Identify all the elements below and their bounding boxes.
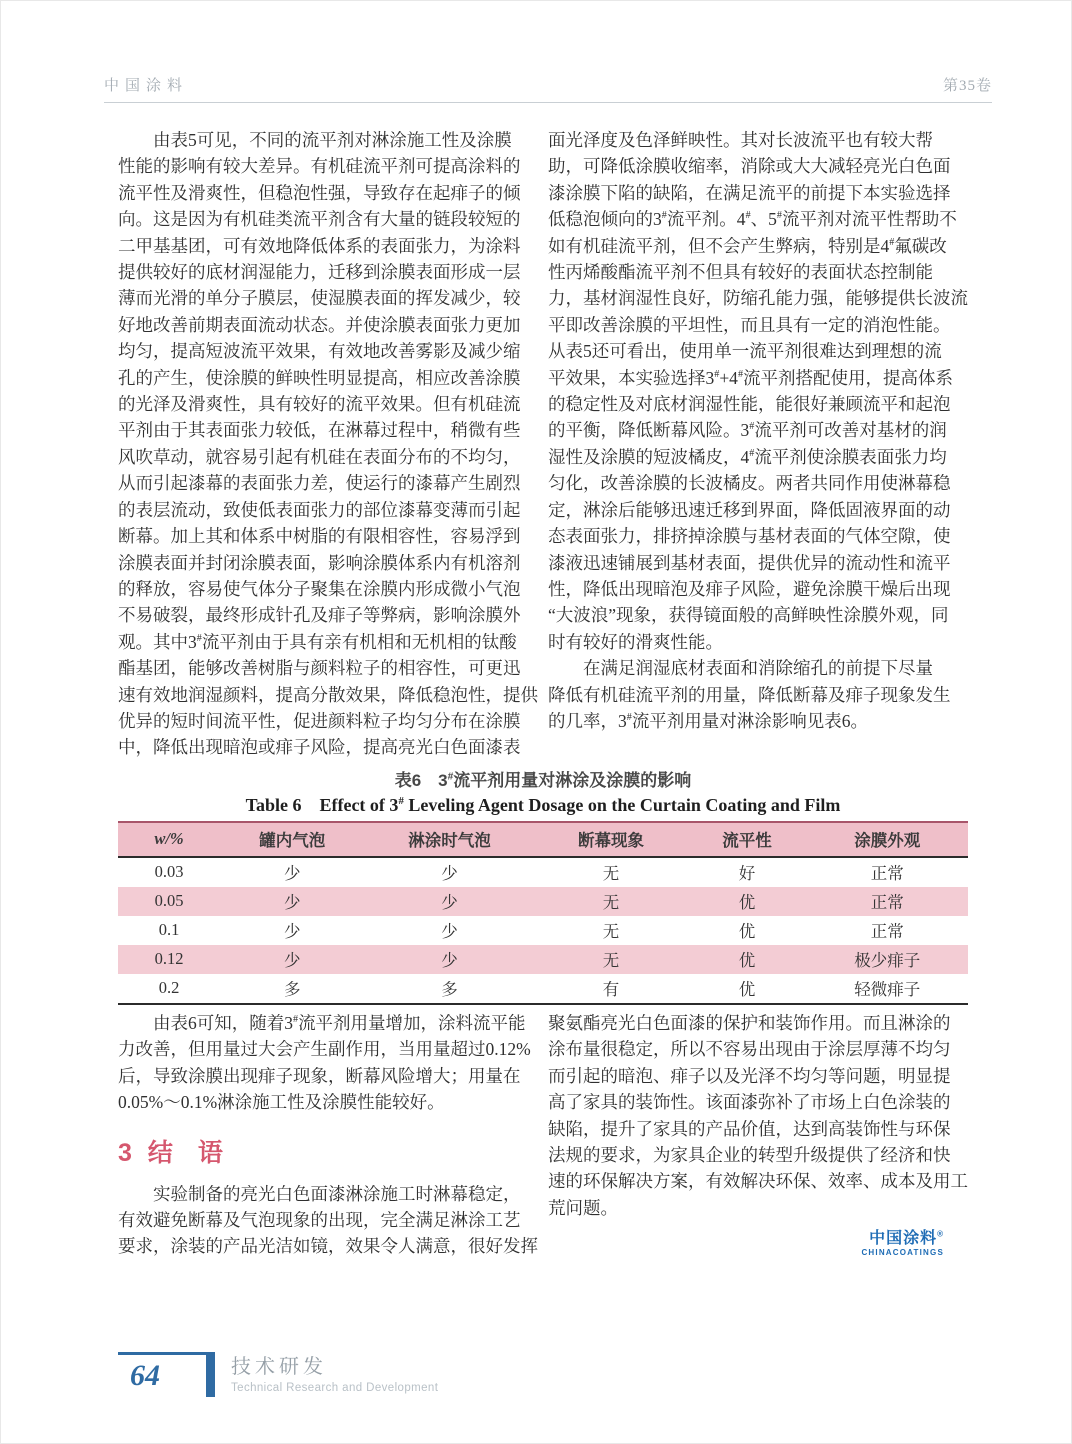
- text-line: 观。其中3#流平剂由于具有亲有机相和无机相的钛酸: [118, 631, 517, 652]
- table-cell: 无: [602, 864, 620, 883]
- text-line: 漆涂膜下陷的缺陷，在满足流平的前提下本实验选择: [548, 182, 951, 203]
- text-line: 面光泽度及色泽鲜映性。其对长波流平也有较大帮: [548, 130, 933, 150]
- page-number-badge: [118, 1352, 215, 1397]
- text-line: 如有机硅流平剂，但不会产生弊病，特别是4#氟碳改: [548, 235, 947, 256]
- text-line: 薄而光滑的单分子膜层，使湿膜表面的挥发减少，较: [118, 288, 521, 309]
- table-header-row: [118, 822, 968, 857]
- table-caption-en: Table 6 Effect of 3# Leveling Agent Dosage on the Curtain Coating and Film: [245, 795, 841, 815]
- column-header: 流平性: [688, 822, 807, 857]
- table-row: [118, 887, 968, 916]
- text-line: 性能的影响有较大差异。有机硅流平剂可提高涂料的: [118, 156, 521, 177]
- conclusion-heading: [118, 1138, 538, 1168]
- table-cell: 无: [602, 922, 620, 941]
- text-line: 向。这是因为有机硅类流平剂含有大量的链段较短的: [118, 209, 521, 230]
- chinacoatings-logo: [548, 1231, 968, 1257]
- table-cell: 轻微痱子: [854, 980, 921, 999]
- table-cell: 少: [284, 864, 301, 883]
- text-line: 速有效地润湿颜料，提高分散效果，降低稳泡性，提供: [118, 684, 538, 705]
- text-line: 不易破裂，最终形成针孔及痱子等弊病，影响涂膜外: [118, 605, 521, 626]
- text-line: 态表面张力，排挤掉涂膜与基材表面的气体空隙，使: [548, 526, 951, 547]
- table-cell: 优: [738, 951, 756, 970]
- table-section: [118, 770, 968, 1005]
- text-line: 流平性及滑爽性，但稳泡性强，导致存在起痱子的倾: [118, 182, 521, 203]
- text-line: 好地改善前期表面流动状态。并使涂膜表面张力更加: [118, 314, 521, 335]
- table-cell: 优: [738, 980, 756, 999]
- footer-section-titles: [231, 1352, 438, 1394]
- table-cell: 好: [738, 864, 756, 883]
- table-cell: 0.2: [158, 978, 180, 997]
- running-header: [104, 74, 992, 103]
- table-cell: 多: [441, 980, 458, 999]
- table-cell: 有: [602, 980, 620, 999]
- dosage-table: [118, 821, 968, 1005]
- text-line: 缺陷，提升了家具的产品价值，达到高装饰性与环保: [548, 1118, 951, 1139]
- page-footer: [118, 1352, 438, 1397]
- column-header: 断幕现象: [535, 822, 688, 857]
- text-line: 提供较好的底材润湿能力，迁移到涂膜表面形成一层: [118, 262, 521, 283]
- table-caption-zh: 表6 3#流平剂用量对淋涂及涂膜的影响: [394, 771, 692, 790]
- table-cell: 正常: [870, 864, 904, 883]
- text-line: 高了家具的装饰性。该面漆弥补了市场上白色涂装的: [548, 1092, 951, 1113]
- text-line: 平效果，本实验选择3#+4#流平剂搭配使用，提高体系: [548, 367, 953, 388]
- text-line: 从而引起漆幕的表面张力差，使运行的漆幕产生剧烈: [118, 473, 521, 494]
- text-line: 法规的要求，为家具企业的转型升级提供了经济和快: [548, 1145, 951, 1166]
- left-column-top: [118, 127, 538, 761]
- text-line: 聚氨酯亮光白色面漆的保护和装饰作用。而且淋涂的: [548, 1013, 951, 1033]
- table-cell: 正常: [870, 893, 904, 912]
- text-line: 湿性及涂膜的短波橘皮，4#流平剂使涂膜表面张力均: [548, 446, 947, 467]
- bottom-left-paragraph-2: [118, 1181, 538, 1260]
- text-line: 定，淋涂后能够迅速迁移到界面，降低固液界面的动: [548, 499, 951, 520]
- table-cell: 优: [738, 922, 756, 941]
- text-line: 速的环保解决方案，有效解决环保、效率、成本及用工: [548, 1171, 968, 1192]
- text-line: 时有较好的滑爽性能。: [548, 631, 723, 652]
- table-cell: 少: [441, 893, 458, 912]
- text-line: 酯基团，能够改善树脂与颜料粒子的相容性，可更迅: [118, 658, 521, 679]
- text-line: 的几率，3#流平剂用量对淋涂影响见表6。: [548, 710, 869, 731]
- text-line: 从表5还可看出，使用单一流平剂很难达到理想的流: [548, 341, 942, 362]
- table-cell: 优: [738, 893, 756, 912]
- table-cell: 正常: [870, 922, 904, 941]
- right-column-bottom: [548, 1010, 968, 1260]
- logo-chinese-text: 中国涂料®: [869, 1229, 944, 1248]
- footer-section-zh: 技术研发: [231, 1356, 327, 1378]
- text-line: 均匀，提高短波流平效果，有效地改善雾影及减少缩: [118, 341, 521, 362]
- bottom-right-paragraph: [548, 1010, 968, 1221]
- text-line: 风吹草动，就容易引起有机硅在表面分布的不均匀，: [118, 446, 521, 467]
- table-row: [118, 945, 968, 974]
- table-cell: 0.12: [154, 949, 184, 968]
- text-line: 由表5可见，不同的流平剂对淋涂施工性及涂膜: [118, 130, 512, 150]
- column-header: 淋涂时气泡: [365, 822, 535, 857]
- table-cell: 0.03: [154, 862, 184, 881]
- bottom-left-paragraph-1: [118, 1010, 538, 1116]
- page-number: 64: [130, 1359, 160, 1392]
- text-line: 要求，涂装的产品光洁如镜，效果令人满意，很好发挥: [118, 1236, 538, 1257]
- table-cell: 少: [441, 951, 458, 970]
- table-row: [118, 974, 968, 1004]
- table-cell: 少: [441, 922, 458, 941]
- text-line: 性，降低出现暗泡及痱子风险，避免涂膜干燥后出现: [548, 578, 951, 599]
- text-line: 中，降低出现暗泡或痱子风险，提高亮光白色面漆表: [118, 737, 521, 758]
- text-line: 的平衡，降低断幕风险。3#流平剂可改善对基材的润: [548, 420, 947, 441]
- table-cell: 0.05: [154, 891, 184, 910]
- text-line: 而引起的暗泡、痱子以及光泽不均匀等问题，明显提: [548, 1065, 951, 1086]
- text-line: 二甲基基团，可有效地降低体系的表面张力，为涂料: [118, 235, 521, 256]
- left-column-bottom: [118, 1010, 538, 1260]
- text-line: 有效避免断幕及气泡现象的出现，完全满足淋涂工艺: [118, 1210, 521, 1231]
- text-line: 低稳泡倾向的3#流平剂。4#、5#流平剂对流平性帮助不: [548, 209, 957, 230]
- text-line: 力改善，但用量过大会产生副作用，当用量超过0.12%: [118, 1039, 531, 1060]
- text-line: “大波浪”现象，获得镜面般的高鲜映性涂膜外观，同: [548, 605, 949, 626]
- conclusion-heading-text: 结 语: [147, 1138, 223, 1167]
- text-line: 助，可降低涂膜收缩率，消除或大大减轻亮光白色面: [548, 156, 951, 177]
- table-row: [118, 916, 968, 945]
- text-line: 孔的产生，使涂膜的鲜映性明显提高，相应改善涂膜: [118, 367, 521, 388]
- text-line: 优异的短时间流平性，促进颜料粒子均匀分布在涂膜: [118, 710, 521, 731]
- table-cell: 极少痱子: [854, 951, 921, 970]
- table-cell: 少: [284, 893, 301, 912]
- table-cell: 少: [441, 864, 458, 883]
- text-line: 的释放，容易使气体分子聚集在涂膜内形成微小气泡: [118, 578, 521, 599]
- text-line: 涂布量很稳定，所以不容易出现由于涂层厚薄不均匀: [548, 1039, 951, 1060]
- text-line: 在满足润湿底材表面和消除缩孔的前提下尽量: [548, 658, 933, 679]
- text-line: 涂膜表面并封闭涂膜表面，影响涂膜体系内有机溶剂: [118, 552, 521, 573]
- column-header: 罐内气泡: [220, 822, 365, 857]
- column-header: 涂膜外观: [807, 822, 969, 857]
- table-cell: 少: [284, 922, 301, 941]
- table-cell: 0.1: [158, 920, 180, 939]
- conclusion-heading-number: 3: [118, 1138, 132, 1167]
- text-line: 荒问题。: [548, 1197, 618, 1218]
- table-cell: 无: [602, 951, 620, 970]
- text-line: 的光泽及滑爽性，具有较好的流平效果。但有机硅流: [118, 394, 521, 415]
- text-line: 漆液迅速铺展到基材表面，提供优异的流动性和流平: [548, 552, 951, 573]
- text-line: 性丙烯酸酯流平剂不但具有较好的表面状态控制能: [548, 262, 933, 283]
- column-header: w/%: [118, 822, 220, 857]
- volume-label: 第35卷: [942, 78, 992, 94]
- footer-section-en: Technical Research and Development: [231, 1382, 439, 1394]
- table-cell: 无: [602, 893, 620, 912]
- text-line: 实验制备的亮光白色面漆淋涂施工时淋幕稳定，: [118, 1183, 521, 1204]
- text-line: 断幕。加上其和体系中树脂的有限相容性，容易浮到: [118, 526, 521, 547]
- text-line: 后，导致涂膜出现痱子现象，断幕风险增大；用量在: [118, 1065, 521, 1086]
- text-line: 力，基材润湿性良好，防缩孔能力强，能够提供长波流: [548, 288, 968, 309]
- logo-english-text: CHINACOATINGS: [861, 1248, 944, 1258]
- text-line: 平剂由于其表面张力较低，在淋幕过程中，稍微有些: [118, 420, 521, 441]
- table-cell: 多: [284, 980, 301, 999]
- text-line: 降低有机硅流平剂的用量，降低断幕及痱子现象发生: [548, 684, 951, 705]
- journal-name: 中国涂料: [104, 78, 189, 94]
- text-line: 0.05%～0.1%淋涂施工性及涂膜性能较好。: [118, 1092, 445, 1113]
- right-column-top: [548, 127, 968, 761]
- text-line: 匀化，改善涂膜的长波橘皮。两者共同作用使淋幕稳: [548, 473, 951, 494]
- text-line: 的表层流动，致使低表面张力的部位漆幕变薄而引起: [118, 499, 521, 520]
- registered-mark-icon: ®: [937, 1229, 944, 1239]
- body-top-section: [118, 127, 968, 761]
- body-bottom-section: [118, 1010, 968, 1260]
- table-row: [118, 857, 968, 887]
- text-line: 平即改善涂膜的平坦性，而且具有一定的消泡性能。: [548, 314, 951, 335]
- text-line: 的稳定性及对底材润湿性能，能很好兼顾流平和起泡: [548, 394, 951, 415]
- text-line: 由表6可知，随着3#流平剂用量增加，涂料流平能: [118, 1013, 526, 1033]
- table-cell: 少: [284, 951, 301, 970]
